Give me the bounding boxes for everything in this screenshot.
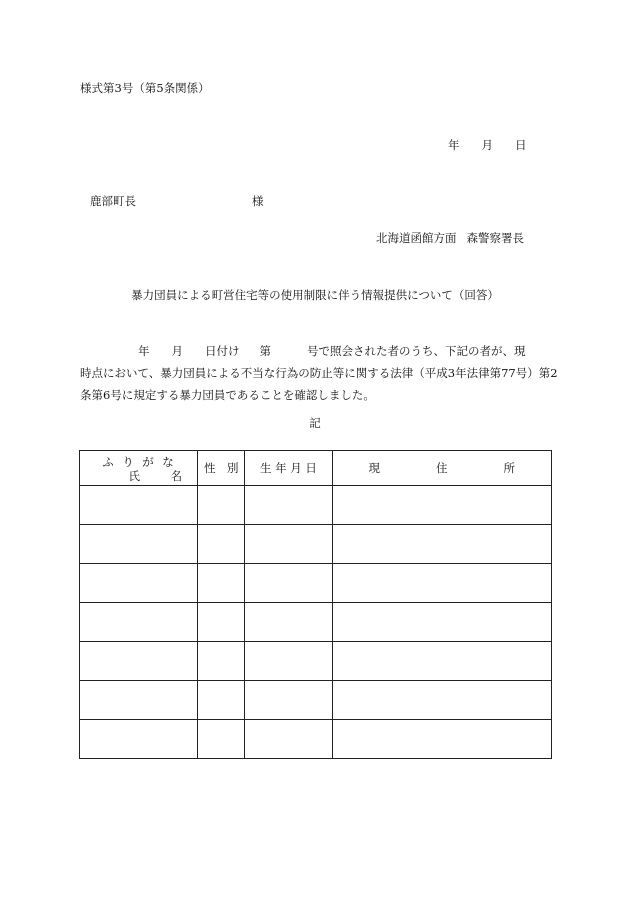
table-row [80,486,552,525]
sex-cell[interactable] [198,681,245,720]
address-cell[interactable] [332,525,551,564]
body-paragraph [80,340,558,406]
sender-office: 森警察署長 [466,231,524,245]
form-number: 様式第3号（第5条関係） [80,81,210,95]
dob-cell[interactable] [245,603,332,642]
name-cell[interactable] [80,525,198,564]
addressee [90,193,264,209]
name-header [80,451,198,486]
dob-cell[interactable] [245,486,332,525]
sex-cell[interactable] [198,486,245,525]
name-label [98,468,182,484]
address-cell[interactable] [332,564,551,603]
name-cell[interactable] [80,681,198,720]
reply-date [448,137,527,153]
sex-cell[interactable] [198,642,245,681]
furigana-char: り [122,455,134,469]
body-line-3: 条第6号に規定する暴力団員であることを確認しました。 [80,388,375,402]
table-row [80,720,552,759]
body-line-1 [80,340,552,362]
ki-heading: 記 [309,416,321,430]
dob-cell[interactable] [245,720,332,759]
address-header-char: 現 [368,461,380,475]
address-header [332,451,551,486]
body-dai: 第 [259,344,271,358]
address-header-char: 住 [436,461,448,475]
sender-region: 北海道函館方面 [376,231,457,245]
furigana-char: ふ [102,455,114,469]
sex-cell[interactable] [198,564,245,603]
dob-cell[interactable] [245,564,332,603]
document-title: 暴力団員による町営住宅等の使用制限に伴う情報提供について（回答） [131,288,499,302]
date-month: 月 [481,138,493,152]
sex-header: 性 別 [198,451,245,486]
sex-cell[interactable] [198,525,245,564]
address-cell[interactable] [332,642,551,681]
address-cell[interactable] [332,720,551,759]
body-line-2: 時点において、暴力団員による不当な行為の防止等に関する法律（平成3年法律第77号）第2 [80,366,558,380]
addressee-name: 鹿部町長 [90,194,136,208]
table-header-row [80,451,552,486]
furigana-char: な [162,455,174,469]
name-cell[interactable] [80,720,198,759]
dob-header: 生 年 月 日 [245,451,332,486]
dob-cell[interactable] [245,681,332,720]
address-cell[interactable] [332,486,551,525]
sex-cell[interactable] [198,603,245,642]
table-row [80,642,552,681]
date-year: 年 [448,138,460,152]
records-table [79,450,552,759]
name-label-left: 氏 [128,469,140,483]
name-cell[interactable] [80,486,198,525]
date-day: 日 [515,138,527,152]
table-row [80,525,552,564]
table-row [80,681,552,720]
address-cell[interactable] [332,681,551,720]
body-year: 年 [138,344,150,358]
sender [376,230,524,246]
table-row [80,603,552,642]
dob-cell[interactable] [245,525,332,564]
body-day-dated: 日付け [205,344,240,358]
body-month: 月 [171,344,183,358]
table-row [80,564,552,603]
name-cell[interactable] [80,642,198,681]
name-cell[interactable] [80,603,198,642]
furigana-char: が [142,455,154,469]
sex-cell[interactable] [198,720,245,759]
addressee-honorific: 様 [252,194,264,208]
dob-cell[interactable] [245,642,332,681]
body-line-1-rest: 号で照会された者のうち、下記の者が、現 [307,344,526,358]
name-label-right: 名 [170,469,182,483]
address-cell[interactable] [332,603,551,642]
address-header-char: 所 [503,461,515,475]
name-cell[interactable] [80,564,198,603]
